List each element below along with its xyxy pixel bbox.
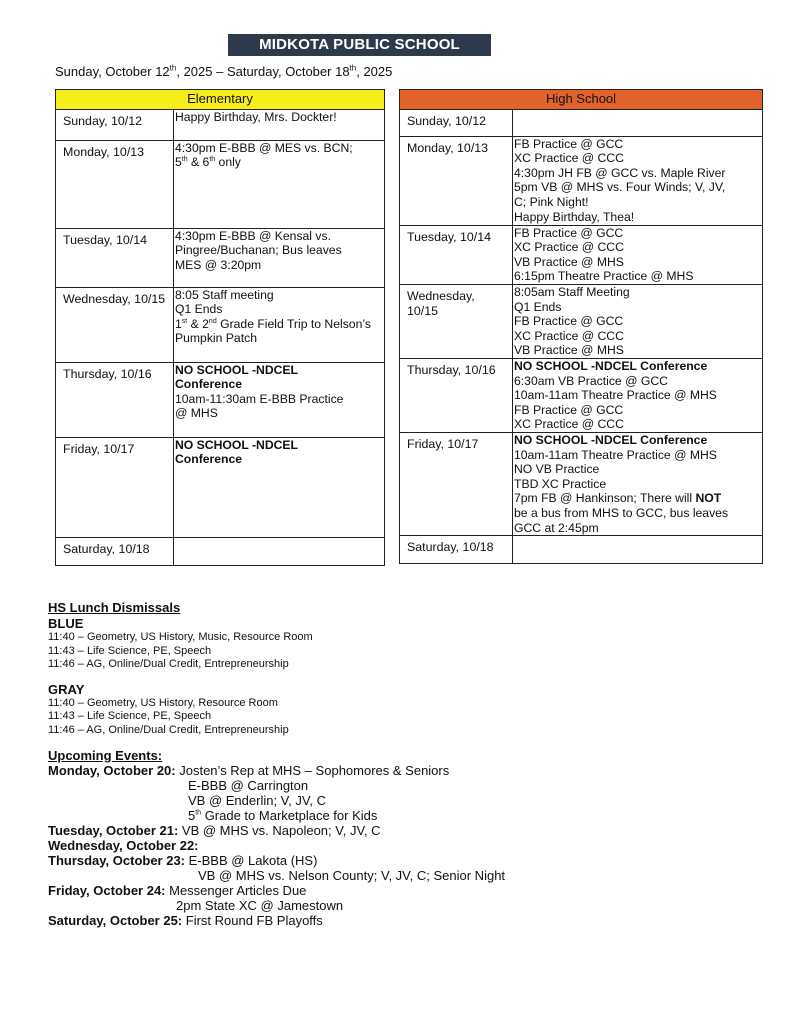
event-day-label: Wednesday, October 22: [48,837,199,853]
event-line: @ MHS [175,406,218,421]
event-line: FB Practice @ GCC [514,136,624,151]
event-line: MES @ 3:20pm [175,257,262,272]
event-line: Q1 Ends [175,302,223,317]
event-line: C; Pink Night! [514,194,589,209]
event-line [175,155,383,170]
event-line [48,808,768,823]
event-cell [174,109,385,140]
event-day [48,883,768,898]
lunch-line: 11:40 – Geometry, US History, Resource Room [48,696,278,709]
event-line: XC Practice @ CCC [514,328,624,343]
grade-sup: st [181,317,188,325]
day-cell [400,284,513,358]
event-text: Josten’s Rep at MHS – Sophomores & Seniors [175,762,450,778]
event-cell [513,432,763,535]
day-cell: Wednesday, 10/15 [56,287,174,362]
day-cell: Friday, 10/17 [400,432,513,535]
event-line: NO VB Practice [514,462,600,477]
high-school-schedule [399,89,763,564]
event-line: GCC at 2:45pm [514,520,599,535]
event-cell [174,437,385,537]
lunch-line: 11:43 – Life Science, PE, Speech [48,644,212,657]
day-line: 10/15 [407,303,439,318]
event-day-label: Thursday, October 23: [48,852,186,868]
grade-sup: th [181,156,188,164]
elementary-heading: Elementary [56,90,385,110]
event-line: 10am-11:30am E-BBB Practice [175,391,344,406]
event-line: 8:05 Staff meeting [175,287,274,302]
event-line-bold: NO SCHOOL -NDCEL Conference [514,358,708,373]
grade-sup: th [195,809,202,817]
event-line: XC Practice @ CCC [514,151,624,166]
event-line: FB Practice @ GCC [514,225,624,240]
lower-section [48,600,768,928]
event-line: FB Practice @ GCC [514,314,624,329]
day-cell: Friday, 10/17 [56,437,174,537]
event-line: 10am-11am Theatre Practice @ MHS [514,447,717,462]
event-line: 4:30pm JH FB @ GCC vs. Maple River [514,165,726,180]
upcoming-title: Upcoming Events: [48,747,163,763]
lunch-line: 11:46 – AG, Online/Dual Credit, Entrepreneurship [48,723,289,736]
event-line-bold: NO SCHOOL -NDCEL [175,362,299,377]
event-line: 5pm VB @ MHS vs. Four Winds; V, JV, [514,180,726,195]
lunch-group-name: GRAY [48,681,85,697]
lunch-line: 11:43 – Life Science, PE, Speech [48,710,212,723]
event-line: Pumpkin Patch [175,331,257,346]
event-day [48,913,768,928]
bus-emphasis: NOT [695,491,722,506]
event-line: VB @ Enderlin; V, JV, C [188,792,326,808]
event-line: 8:05am Staff Meeting [514,284,630,299]
event-line: 10am-11am Theatre Practice @ MHS [514,388,717,403]
event-cell [513,536,763,564]
grade-sup: nd [208,317,217,325]
event-line: XC Practice @ CCC [514,240,624,255]
lunch-line: 11:40 – Geometry, US History, Music, Resource Room [48,631,313,643]
day-cell: Monday, 10/13 [56,140,174,228]
event-line: VB @ MHS vs. Nelson County; V, JV, C; Senior Night [198,867,506,883]
event-cell [513,136,763,225]
event-line-bold: Conference [175,452,243,467]
week-end-sup: th [349,63,357,73]
trip-text: Grade Field Trip to Nelson’s [216,316,371,331]
event-day [48,838,768,853]
event-day-label: Tuesday, October 21: [48,822,179,838]
grade-num: 5 [175,155,182,170]
lunch-group-name: BLUE [48,616,84,631]
week-range [55,64,392,79]
school-title: MIDKOTA PUBLIC SCHOOL [228,34,491,56]
day-cell: Tuesday, 10/14 [56,228,174,287]
event-cell [513,358,763,432]
event-text: First Round FB Playoffs [182,912,323,928]
event-line-bold: NO SCHOOL -NDCEL Conference [514,432,708,447]
high-school-heading: High School [400,90,763,110]
event-text: Messenger Articles Due [165,882,307,898]
grade-num: & 6 [187,155,210,170]
day-cell: Saturday, 10/18 [400,536,513,564]
event-line: VB Practice @ MHS [514,254,624,269]
event-line: VB Practice @ MHS [514,343,624,358]
event-line [175,317,383,332]
event-line-bold: NO SCHOOL -NDCEL [175,437,299,452]
event-line: Q1 Ends [514,299,562,314]
event-text: E-BBB @ Lakota (HS) [185,852,318,868]
week-start: Sunday, October 12 [55,64,170,79]
event-line: Pingree/Buchanan; Bus leaves [175,243,342,258]
event-line: 2pm State XC @ Jamestown [176,897,344,913]
day-cell: Sunday, 10/12 [56,109,174,140]
event-cell [513,225,763,284]
week-year: , 2025 [356,64,393,79]
event-day-label: Monday, October 20: [48,762,176,778]
event-day [48,763,768,778]
event-cell [513,284,763,358]
elementary-schedule [55,89,385,566]
event-line: FB Practice @ GCC [514,402,624,417]
day-cell: Thursday, 10/16 [56,362,174,437]
day-cell: Saturday, 10/18 [56,537,174,565]
event-day [48,823,768,838]
event-line: TBD XC Practice [514,476,607,491]
event-cell [174,537,385,565]
event-line: be a bus from MHS to GCC, bus leaves [514,505,729,520]
lunch-title: HS Lunch Dismissals [48,600,181,615]
event-line-bold: Conference [175,377,243,392]
event-line: Happy Birthday, Thea! [514,209,635,224]
event-day-label: Friday, October 24: [48,882,166,898]
grade-sup: th [209,156,216,164]
event-cell [174,228,385,287]
grade-num: 5 [188,807,196,823]
lunch-line: 11:46 – AG, Online/Dual Credit, Entrepreneurship [48,658,289,671]
event-line: XC Practice @ CCC [514,417,624,432]
day-cell: Thursday, 10/16 [400,358,513,432]
event-line: 4:30pm E-BBB @ Kensal vs. [175,228,331,243]
event-cell [174,287,385,362]
day-cell: Monday, 10/13 [400,136,513,225]
week-start-sup: th [169,63,177,73]
event-line: 6:30am VB Practice @ GCC [514,373,668,388]
grade-num: & 2 [187,316,209,331]
week-end: , 2025 – Saturday, October 18 [176,64,350,79]
grade-tail: only [215,155,241,170]
day-cell: Tuesday, 10/14 [400,225,513,284]
event-line: E-BBB @ Carrington [188,777,309,793]
event-line: 4:30pm E-BBB @ MES vs. BCN; [175,140,353,155]
event-cell [174,362,385,437]
event-text: VB @ MHS vs. Napoleon; V, JV, C [178,822,381,838]
day-cell: Sunday, 10/12 [400,109,513,136]
event-day [48,853,768,868]
event-cell [174,140,385,228]
bus-text: 7pm FB @ Hankinson; There will [514,491,696,506]
event-line [514,491,761,506]
event-text: Grade to Marketplace for Kids [201,807,378,823]
day-line: Wednesday, [407,288,475,303]
grade-num: 1 [175,316,182,331]
event-line: 6:15pm Theatre Practice @ MHS [514,269,694,284]
event-cell [513,109,763,136]
event-line: Happy Birthday, Mrs. Dockter! [175,109,337,124]
event-day-label: Saturday, October 25: [48,912,183,928]
